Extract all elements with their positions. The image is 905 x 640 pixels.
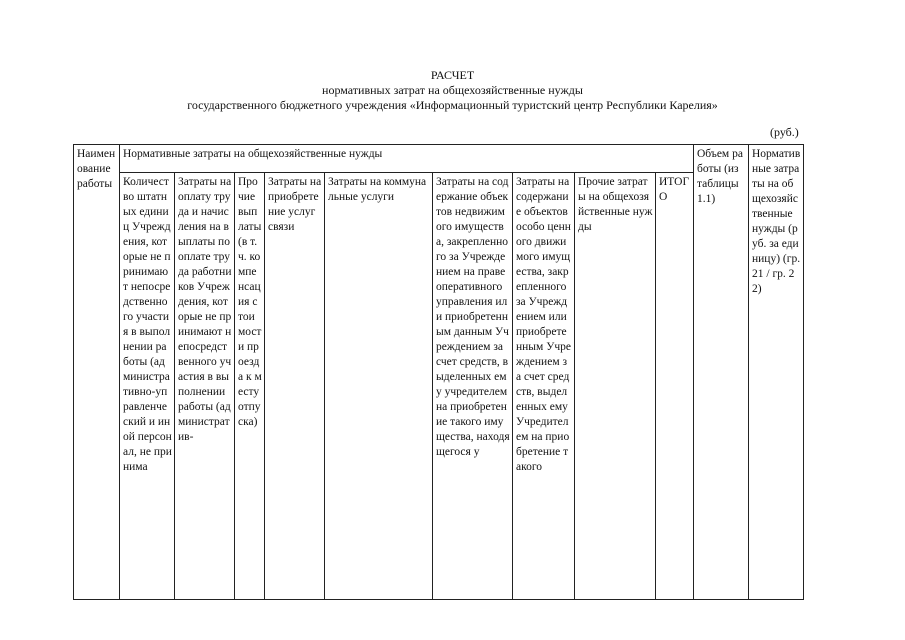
header-work-volume: Объем работы (из таблицы 1.1) bbox=[694, 145, 749, 600]
header-communication-costs: Затраты на приобретение услуг связи bbox=[265, 173, 325, 600]
currency-unit: (руб.) bbox=[770, 125, 799, 139]
header-labor-costs: Затраты на оплату труда и начисления на выплаты по оплате труда работников Учреждения, которые не принимают непосредственного участия в выполнении работы (административ- bbox=[175, 173, 235, 600]
header-total: ИТОГО bbox=[656, 173, 694, 600]
document-organization: государственного бюджетного учреждения «Информационный туристский центр Республики Карелия» bbox=[187, 98, 718, 112]
header-movable-property-maintenance: Затраты на содержание объектов особо ценного движимого имущества, закрепленного за Учреждением или приобретенным Учреждением за счет средств, выделенных ему Учредителем на приобретение такого bbox=[513, 173, 575, 600]
header-real-estate-maintenance: Затраты на содержание объектов недвижимого имущества, закрепленного за Учреждением на праве оперативного управления или приобретенным данным Учреждением за счет средств, выделенных ему учредителем на приобретение такого имущества, находящегося у bbox=[433, 173, 513, 600]
header-overhead-costs-group: Нормативные затраты на общехозяйственные нужды bbox=[120, 145, 694, 173]
header-work-name: Наименование работы bbox=[74, 145, 120, 600]
document-subtitle: нормативных затрат на общехозяйственные нужды bbox=[322, 83, 583, 97]
document-title: РАСЧЕТ bbox=[430, 68, 475, 82]
header-other-payments: Прочие выплаты (в т.ч. компенсация стоимости проезда к месту отпуска) bbox=[235, 173, 265, 600]
header-staff-count: Количество штатных единиц Учреждения, которые не принимают непосредственного участия в выполнении работы (административно-управленческий и иной персонал, не принима bbox=[120, 173, 175, 600]
calculation-table bbox=[73, 144, 804, 600]
header-other-costs: Прочие затраты на общехозяйственные нужды bbox=[575, 173, 656, 600]
header-utility-costs: Затраты на коммунальные услуги bbox=[325, 173, 433, 600]
header-normative-costs: Нормативные затраты на общехозяйственные нужды (руб. за единицу) (гр. 21 / гр. 22) bbox=[749, 145, 804, 600]
